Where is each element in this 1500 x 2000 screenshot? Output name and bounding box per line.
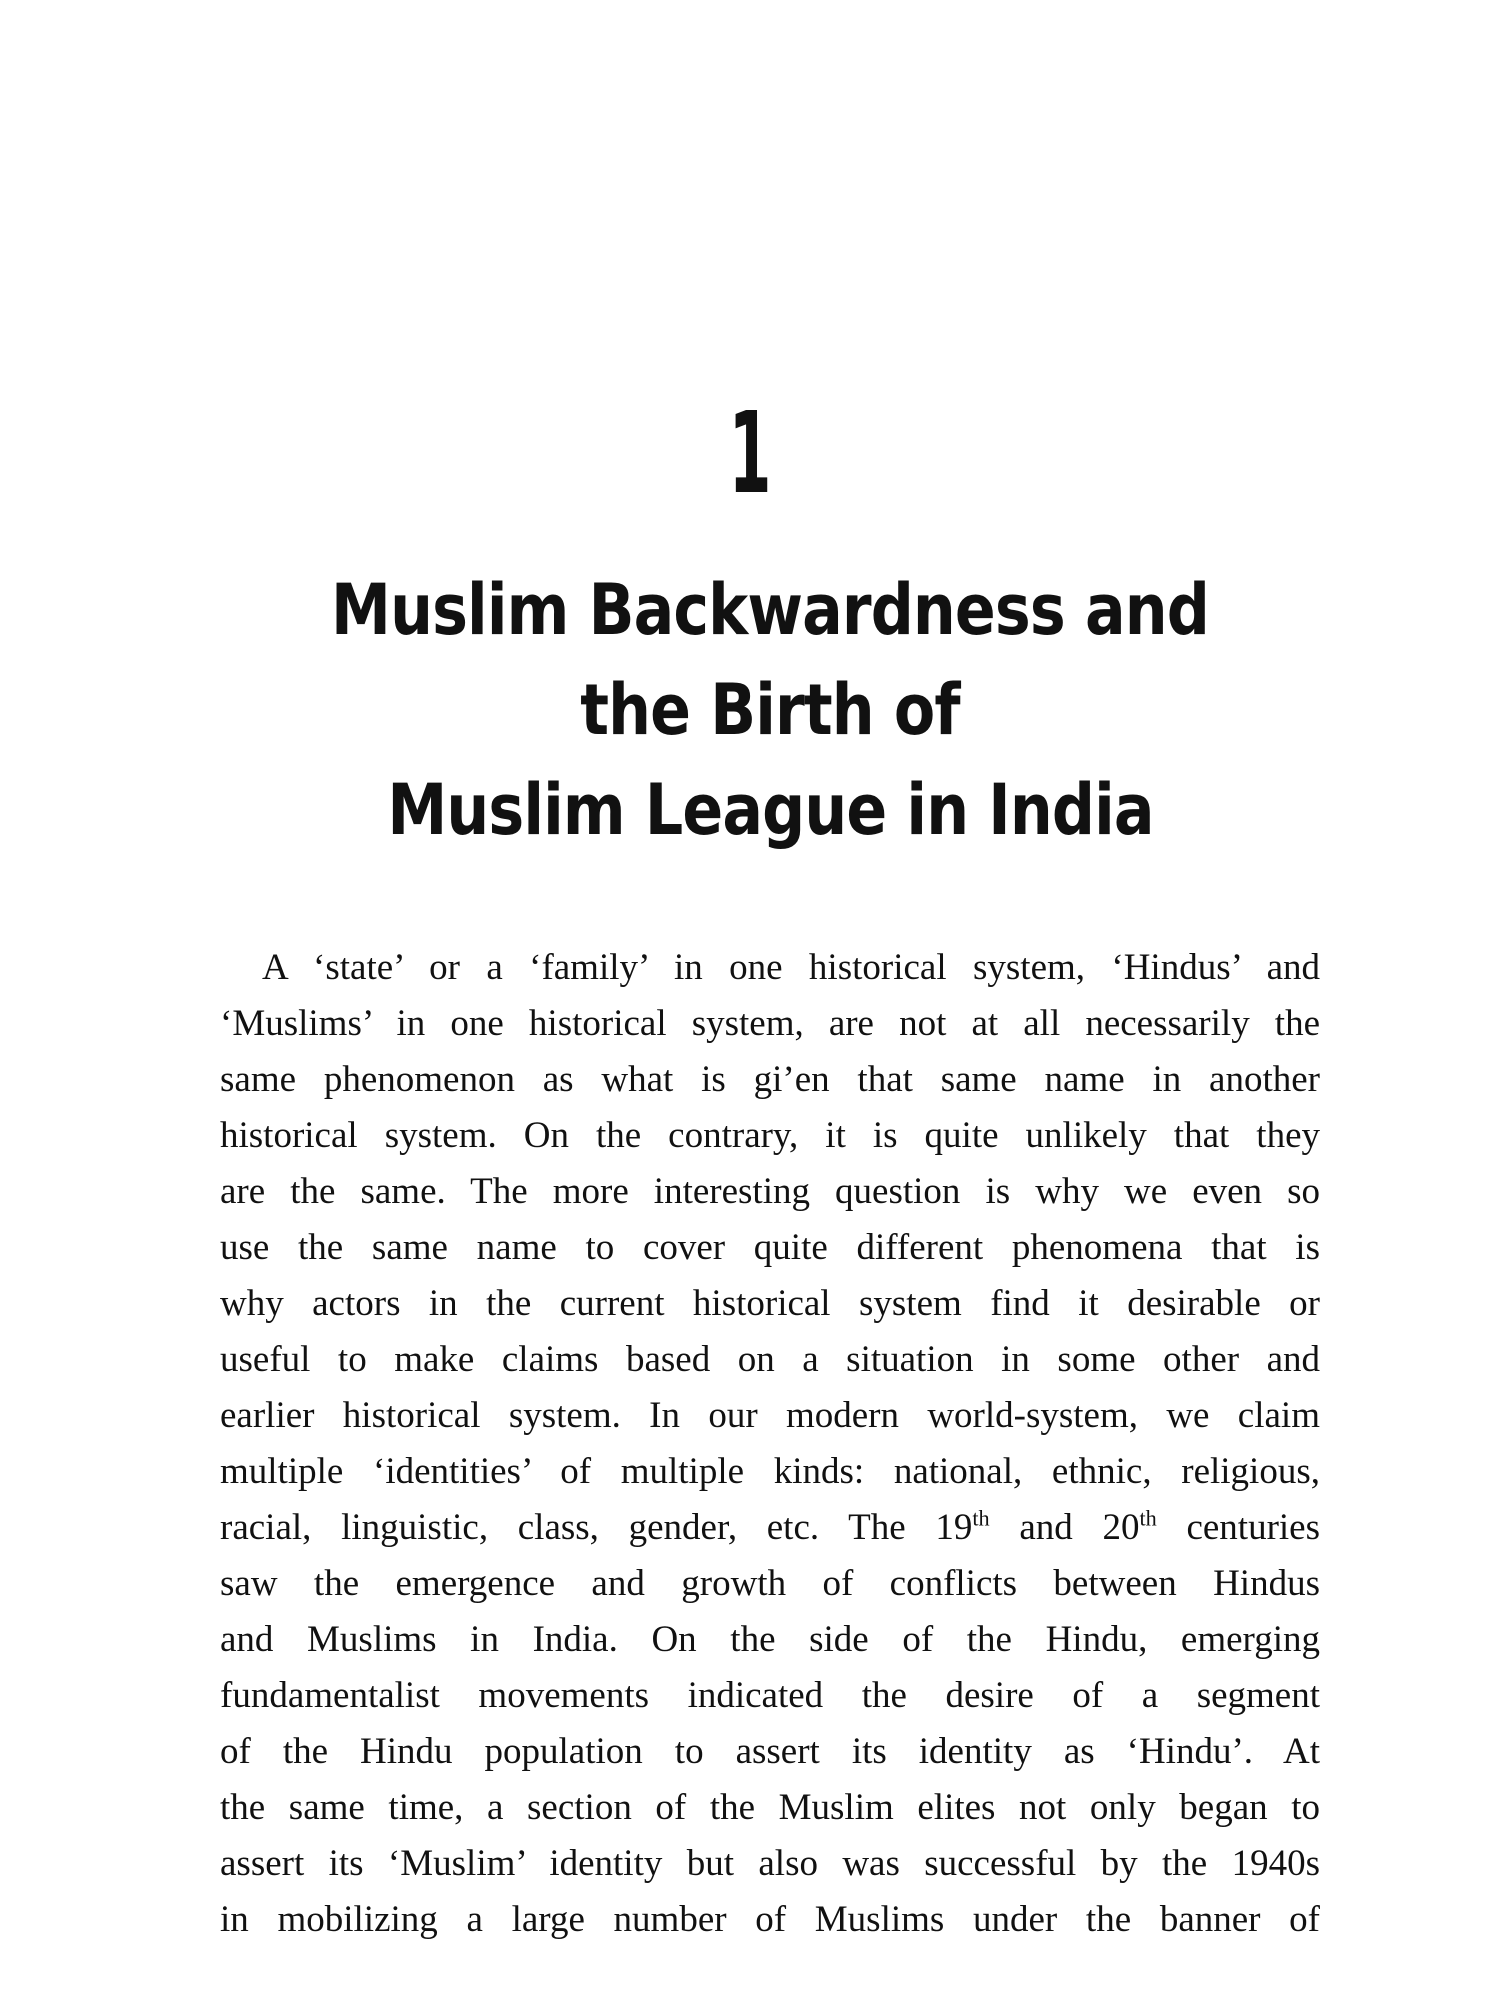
chapter-title [220,560,1320,860]
line-text: centuries [1156,1507,1320,1548]
line-text: racial, linguistic, class, gender, etc. The 19 [220,1507,973,1548]
paragraph-line: ‘Muslims’ in one historical system, are not at all necessarily the [220,1003,1320,1044]
paragraph-line: historical system. On the contrary, it is quite unlikely that they [220,1115,1320,1156]
paragraph-line: saw the emergence and growth of conflicts between Hindus [220,1563,1320,1604]
paragraph-line: the same time, a section of the Muslim elites not only began to [220,1787,1320,1828]
chapter-title-line-1: Muslim Backwardness and the Birth of [331,569,1209,751]
paragraph-line: and Muslims in India. On the side of the Hindu, emerging [220,1619,1320,1660]
ordinal-suffix: th [972,1505,990,1531]
chapter-number: 1 [728,389,772,519]
paragraph-line: same phenomenon as what is giʼen that same name in another [220,1059,1320,1100]
paragraph-line-with-superscripts [220,1500,1320,1556]
paragraph-line: are the same. The more interesting question is why we even so [220,1171,1320,1212]
paragraph-line: why actors in the current historical system find it desirable or [220,1283,1320,1324]
paragraph-line: assert its ‘Muslim’ identity but also was successful by the 1940s [220,1843,1320,1884]
paragraph-line: useful to make claims based on a situation in some other and [220,1339,1320,1380]
chapter-title-line-2: Muslim League in India [386,769,1154,851]
paragraph-line: A ‘state’ or a ‘family’ in one historical system, ‘Hindus’ and [262,947,1320,988]
line-text: and 20 [989,1507,1140,1548]
paragraph-line: use the same name to cover quite different phenomena that is [220,1227,1320,1268]
paragraph-line: earlier historical system. In our modern world-system, we claim [220,1395,1320,1436]
paragraph-line: fundamentalist movements indicated the desire of a segment [220,1675,1320,1716]
body-paragraph [220,940,1320,1948]
paragraph-line: in mobilizing a large number of Muslims under the banner of [220,1899,1320,1940]
ordinal-suffix: th [1139,1505,1157,1531]
paragraph-line: of the Hindu population to assert its identity as ‘Hindu’. At [220,1731,1320,1772]
paragraph-line: multiple ‘identities’ of multiple kinds: national, ethnic, religious, [220,1451,1320,1492]
